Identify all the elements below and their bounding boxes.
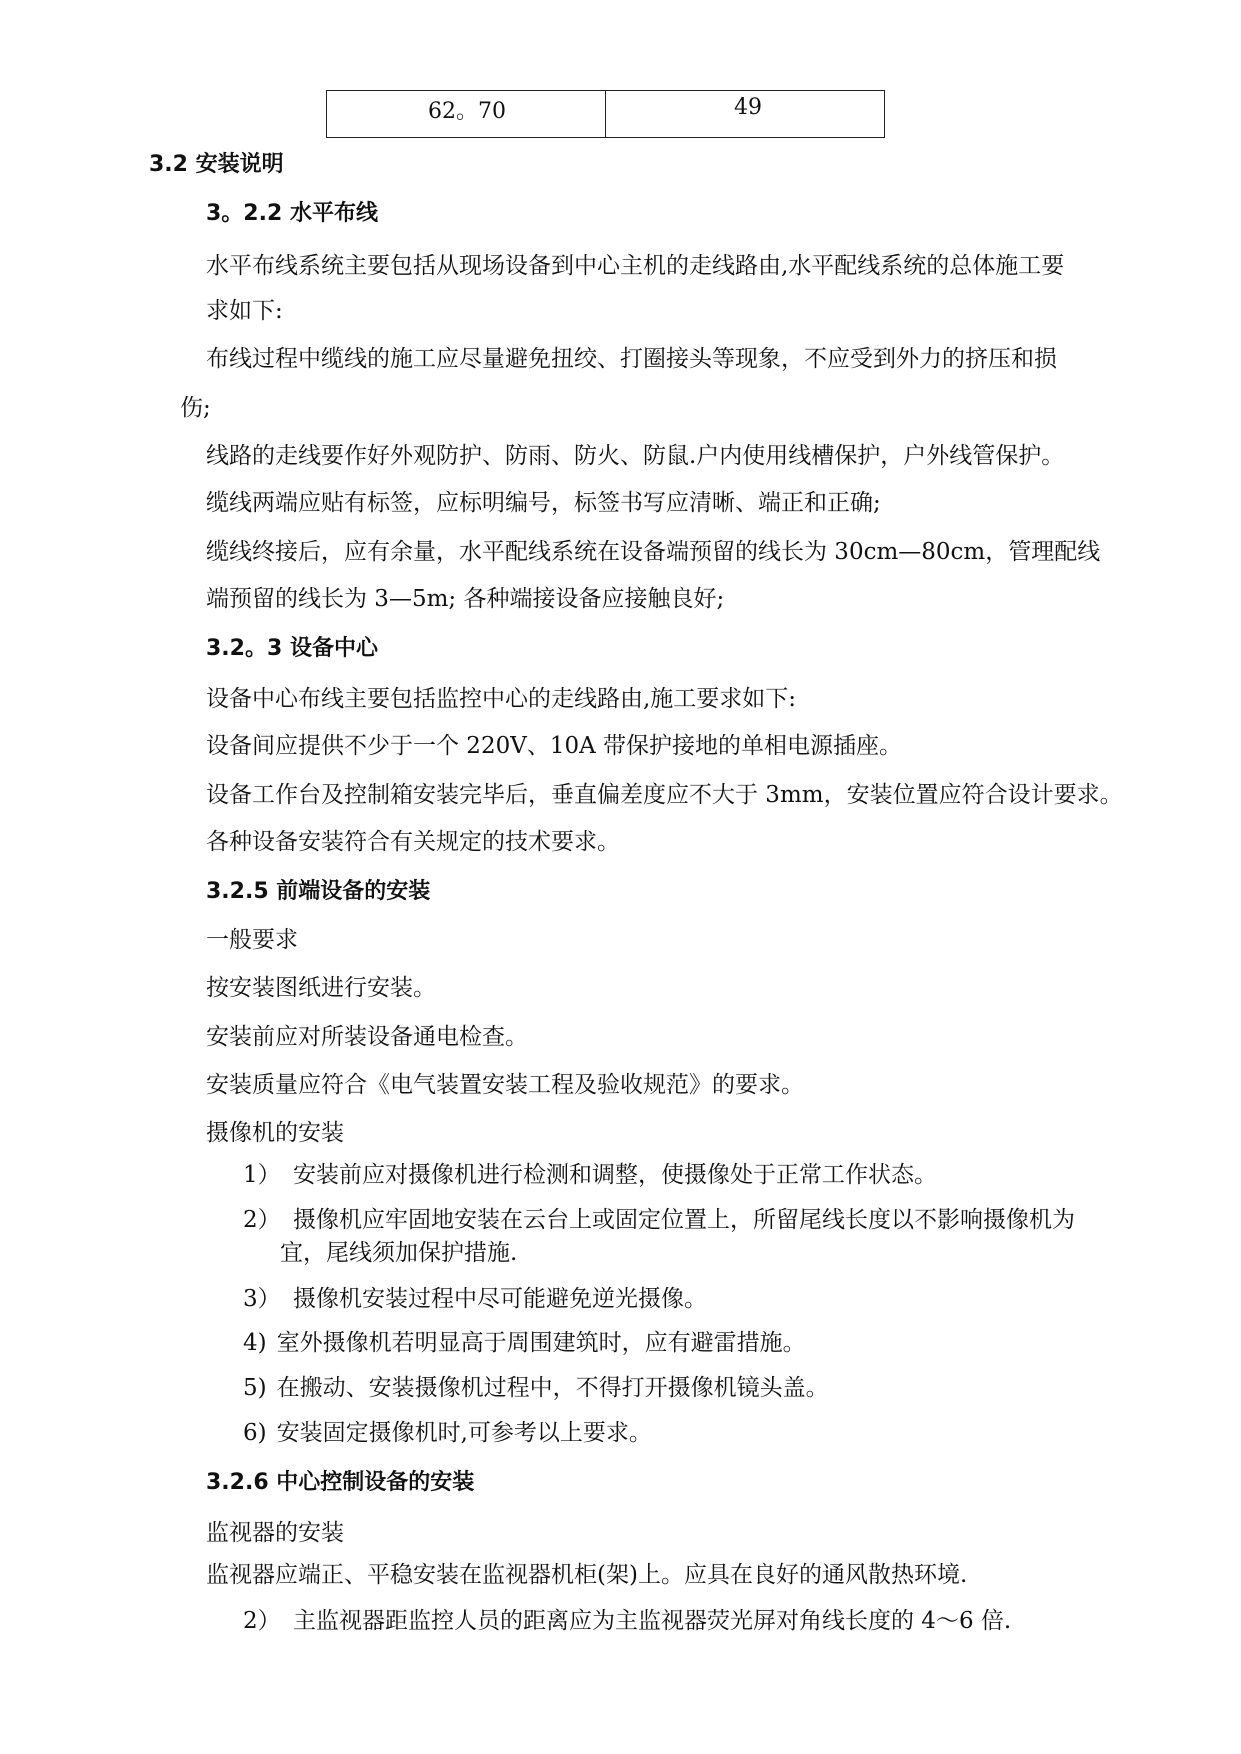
list-item-number: 1） [243, 1162, 281, 1188]
paragraph-line: 端预留的线长为 3—5m; 各种端接设备应接触良好; [206, 586, 725, 612]
paragraph-line: 按安装图纸进行安装。 [206, 975, 436, 1001]
list-item [243, 1606, 1011, 1636]
paragraph-line: 安装前应对所装设备通电检查。 [206, 1024, 528, 1050]
paragraph-line: 设备工作台及控制箱安装完毕后，垂直偏差度应不大于 3mm，安装位置应符合设计要求。 [206, 782, 1123, 808]
paragraph-line: 伤; [180, 395, 211, 421]
list-item [243, 1205, 1075, 1235]
list-item-number: 6) [243, 1420, 267, 1446]
paragraph-line: 缆线终接后，应有余量，水平配线系统在设备端预留的线长为 30cm—80cm，管理配线 [206, 539, 1101, 565]
list-item-text: 摄像机安装过程中尽可能避免逆光摄像。 [293, 1286, 707, 1312]
subsection-heading: 3.2.6 中心控制设备的安装 [206, 1470, 475, 1495]
list-item-number: 3） [243, 1286, 281, 1312]
section-heading: 3.2 安装说明 [149, 152, 284, 177]
subsection-heading: 3.2。3 设备中心 [206, 636, 378, 661]
table-divider [605, 91, 606, 137]
paragraph-line: 一般要求 [206, 927, 298, 953]
list-item-text: 安装固定摄像机时,可参考以上要求。 [276, 1420, 652, 1446]
paragraph-line: 监视器应端正、平稳安装在监视器机柜(架)上。应具在良好的通风散热环境. [206, 1562, 968, 1588]
list-item [243, 1284, 707, 1314]
paragraph-line: 求如下: [206, 298, 283, 324]
paragraph-line: 各种设备安装符合有关规定的技术要求。 [206, 829, 620, 855]
list-item-number: 2） [243, 1207, 281, 1233]
table-cell: 62。70 [428, 99, 506, 124]
paragraph-line: 监视器的安装 [206, 1520, 344, 1546]
list-item-text: 主监视器距监控人员的距离应为主监视器荧光屏对角线长度的 4～6 倍. [293, 1608, 1012, 1634]
table-cell: 49 [734, 95, 762, 120]
list-item-number: 2） [243, 1608, 281, 1634]
paragraph-line: 缆线两端应贴有标签，应标明编号，标签书写应清晰、端正和正确; [206, 490, 881, 516]
list-item [243, 1328, 806, 1358]
list-item-number: 5) [243, 1375, 267, 1401]
list-item [243, 1160, 937, 1190]
paragraph-line: 水平布线系统主要包括从现场设备到中心主机的走线路由,水平配线系统的总体施工要 [206, 253, 1065, 279]
paragraph-line: 线路的走线要作好外观防护、防雨、防火、防鼠.户内使用线槽保护，户外线管保护。 [206, 443, 1065, 469]
data-table [326, 90, 885, 138]
list-item-text: 室外摄像机若明显高于周围建筑时，应有避雷措施。 [276, 1330, 806, 1356]
paragraph-line: 设备间应提供不少于一个 220V、10A 带保护接地的单相电源插座。 [206, 733, 903, 759]
subsection-heading: 3.2.5 前端设备的安装 [206, 879, 431, 904]
paragraph-line: 摄像机的安装 [206, 1120, 344, 1146]
list-item [243, 1373, 829, 1403]
paragraph-line: 安装质量应符合《电气装置安装工程及验收规范》的要求。 [206, 1072, 804, 1098]
list-item-text: 摄像机应牢固地安装在云台上或固定位置上，所留尾线长度以不影响摄像机为 [293, 1207, 1075, 1233]
paragraph-line: 布线过程中缆线的施工应尽量避免扭绞、打圈接头等现象，不应受到外力的挤压和损 [206, 346, 1057, 372]
list-item [243, 1418, 652, 1448]
list-item-text: 在搬动、安装摄像机过程中，不得打开摄像机镜头盖。 [276, 1375, 829, 1401]
list-item-text: 安装前应对摄像机进行检测和调整，使摄像处于正常工作状态。 [293, 1162, 937, 1188]
list-item-continuation: 宜，尾线须加保护措施. [280, 1240, 518, 1266]
subsection-heading: 3。2.2 水平布线 [206, 201, 378, 226]
list-item-number: 4) [243, 1330, 267, 1356]
paragraph-line: 设备中心布线主要包括监控中心的走线路由,施工要求如下: [206, 686, 797, 712]
